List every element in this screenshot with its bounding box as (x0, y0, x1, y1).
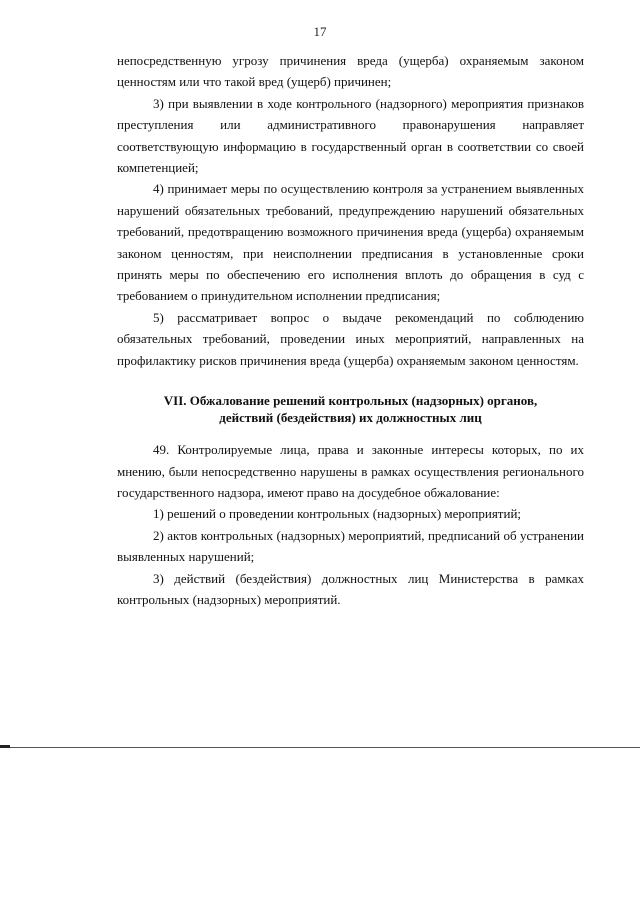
document-body (117, 50, 584, 610)
page-divider (0, 747, 640, 748)
paragraph-49-item-3: 3) действий (бездействия) должностных лиц Министерства в рамках контрольных (надзорных) мероприятий. (117, 570, 584, 607)
section-heading (117, 392, 584, 426)
page-number: 17 (313, 24, 327, 39)
paragraph-continuation: непосредственную угрозу причинения вреда (ущерба) охраняемым законом ценностям или что такой вред (ущерб) причинен; (117, 53, 584, 90)
paragraph-item-3: 3) при выявлении в ходе контрольного (надзорного) мероприятия признаков преступления или административного правонарушения направляет соответствующую информацию в государственный орган в соответствии со своей компетенцией; (117, 95, 584, 176)
page-divider-mark (0, 745, 10, 748)
section-heading-line-1: VII. Обжалование решений контрольных (надзорных) органов, (163, 393, 538, 409)
paragraph-item-5: 5) рассматривает вопрос о выдаче рекомендаций по соблюдению обязательных требований, проведении иных мероприятий, направленных на профилактику рисков причинения вреда (ущерба) охраняемым законом ценностям. (117, 309, 584, 368)
paragraph-item-4: 4) принимает меры по осуществлению контроля за устранением выявленных нарушений обязательных требований, предупреждению нарушений обязательных требований, предотвращению возможного причинения вреда (ущерба) охраняемым законом ценностям, при неисполнении предписания в установленные сроки принять меры по обеспечению его исполнения вплоть до обращения в суд с требованием о принудительном исполнении предписания; (117, 181, 584, 304)
section-heading-line-2: действий (бездействия) их должностных лиц (219, 410, 482, 426)
paragraph-49-item-2: 2) актов контрольных (надзорных) мероприятий, предписаний об устранении выявленных нарушений; (117, 527, 584, 565)
paragraph-49-item-1: 1) решений о проведении контрольных (надзорных) мероприятий; (153, 506, 522, 522)
paragraph-49: 49. Контролируемые лица, права и законные интересы которых, по их мнению, были непосредственно нарушены в рамках осуществления регионального государственного надзора, имеют право на досудебное обжалование: (117, 442, 584, 500)
